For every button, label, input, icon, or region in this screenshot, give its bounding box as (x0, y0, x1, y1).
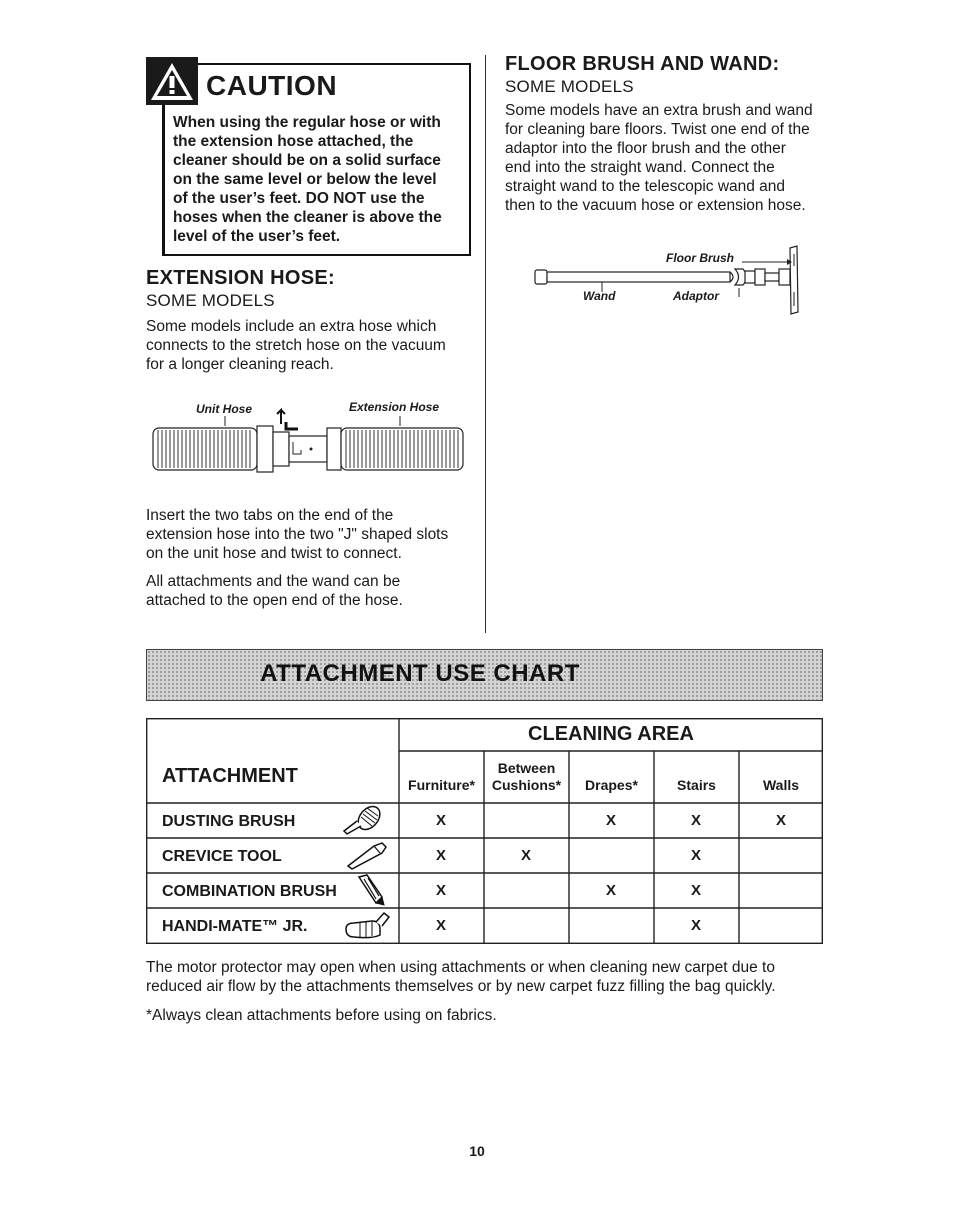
caution-text: When using the regular hose or with the extension hose attached, the cleaner should be on a solid surface on the same level or below the level of the user’s feet. DO NOT use the hoses when the cleaner is above the level of the user’s feet. (173, 114, 442, 245)
mark-combination-drapes: X (605, 882, 616, 899)
mark-crevice-stairs: X (690, 847, 701, 864)
chart-banner-title: ATTACHMENT USE CHART (260, 660, 580, 687)
mark-dusting-walls: X (775, 812, 786, 829)
mark-handi-furniture: X (435, 917, 446, 934)
floor-brush-diagram (532, 240, 814, 322)
adaptor-label: Adaptor (673, 289, 719, 303)
mark-crevice-furniture: X (435, 847, 446, 864)
extension-hose-label: Extension Hose (349, 400, 440, 414)
attach-instructions: All attachments and the wand can be attached to the open end of the hose. (146, 573, 403, 609)
attachment-use-table (146, 718, 823, 944)
column-header-furniture: Furniture* (408, 777, 475, 793)
mark-handi-stairs: X (690, 917, 701, 934)
insert-instructions: Insert the two tabs on the end of the extension hose into the two "J" shaped slots on the unit hose and twist to connect. (146, 507, 449, 562)
column-divider (485, 55, 486, 633)
cleaning-area-header: CLEANING AREA (528, 723, 694, 745)
unit-hose-label: Unit Hose (196, 402, 253, 416)
extension-hose-subtitle: SOME MODELS (146, 291, 275, 310)
fabric-note: *Always clean attachments before using on fabrics. (146, 1007, 497, 1024)
warning-triangle-icon (146, 57, 198, 105)
wand-label: Wand (583, 289, 616, 303)
motor-protector-note: The motor protector may open when using attachments or when cleaning new carpet due to reduced air flow by the attachments themselves or by new carpet fuzz filling the bag quickly. (146, 959, 776, 995)
row-label-handi-mate: HANDI-MATE™ JR. (162, 918, 308, 935)
column-header-between-cushions: Between Cushions* (491, 760, 562, 793)
mark-dusting-stairs: X (690, 812, 701, 829)
floor-brush-subtitle: SOME MODELS (505, 77, 634, 96)
row-label-dusting-brush: DUSTING BRUSH (162, 813, 296, 830)
mark-crevice-cushions: X (520, 847, 531, 864)
mark-combination-stairs: X (690, 882, 701, 899)
floor-brush-heading: FLOOR BRUSH AND WAND: (505, 53, 780, 75)
extension-hose-intro: Some models include an extra hose which connects to the stretch hose on the vacuum for a longer cleaning reach. (146, 318, 446, 373)
column-header-walls: Walls (762, 777, 800, 793)
row-label-combination-brush: COMBINATION BRUSH (162, 883, 337, 900)
caution-title: CAUTION (206, 70, 338, 101)
page-number: 10 (469, 1143, 485, 1159)
mark-dusting-drapes: X (605, 812, 616, 829)
floor-brush-label: Floor Brush (666, 251, 734, 265)
column-header-drapes: Drapes* (585, 777, 638, 793)
extension-hose-heading: EXTENSION HOSE: (146, 267, 335, 289)
extension-hose-diagram (150, 396, 466, 474)
floor-brush-text: Some models have an extra brush and wand for cleaning bare floors. Twist one end of the adaptor into the floor brush and the other end into the straight wand. Connect the straight wand to the telescopic wand and then to the vacuum hose or extension hose. (505, 102, 813, 214)
row-label-crevice-tool: CREVICE TOOL (162, 848, 282, 865)
mark-combination-furniture: X (435, 882, 446, 899)
table-grid (146, 718, 823, 944)
attachment-header: ATTACHMENT (162, 765, 298, 787)
column-header-stairs: Stairs (677, 777, 716, 793)
mark-dusting-furniture: X (435, 812, 446, 829)
